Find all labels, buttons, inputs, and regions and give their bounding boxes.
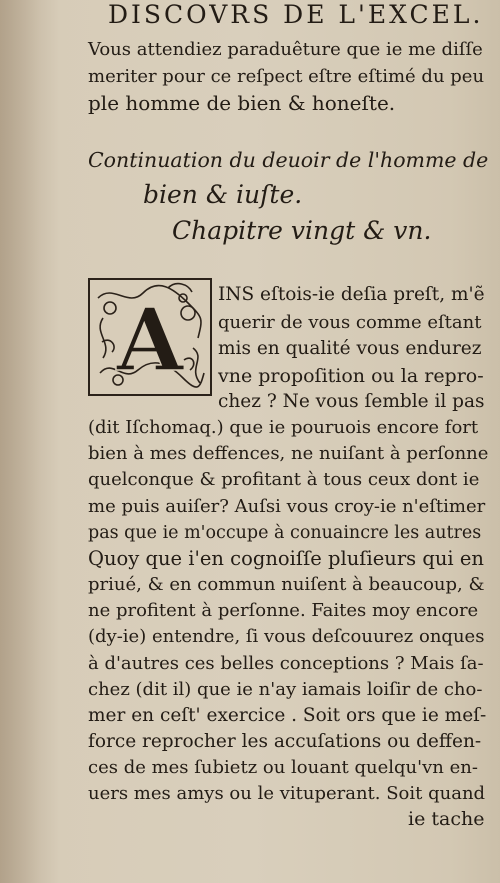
text-line-12: priué, & en commun nuiſent à beaucoup, &: [88, 574, 485, 595]
decorated-initial: [88, 278, 212, 396]
text-line-1: INS eſtois-ie deſia preſt, m'ẽ: [218, 284, 485, 305]
text-line-13: ne profitent à perſonne. Faites moy encore: [88, 600, 479, 621]
section-title-line-1: Continuation du deuoir de l'homme de: [88, 148, 489, 172]
text-line-11: Quoy que i'en cognoiſſe pluſieurs qui en: [88, 547, 484, 570]
text-line-14: (dy-ie) entendre, ſi vous deſcouurez onques: [88, 626, 485, 647]
text-line-6: (dit Iſchomaq.) que ie pouruois encore fort: [88, 417, 479, 438]
text-line-20: uers mes amys ou le vituperant. Soit quand: [88, 783, 486, 804]
text-line-5: chez ? Ne vous ſemble il pas: [218, 391, 485, 412]
text-line-17: mer en ceſt' exercice . Soit ors que ie meſ-: [88, 705, 487, 726]
text-line-15: à d'autres ces belles conceptions ? Mais ſa-: [88, 653, 484, 674]
binding-shadow: [0, 0, 60, 883]
dropcap-letter: A: [116, 290, 184, 391]
text-line-18: force reprocher les accuſations ou deffen-: [88, 731, 482, 752]
text-line-4: vne propoſition ou la repro-: [218, 365, 484, 387]
text-line-9: me puis auiſer? Auſsi vous croy-ie n'eſtimer: [88, 496, 486, 517]
chapter-heading: Chapitre vingt & vn.: [172, 216, 432, 245]
text-line-2: querir de vous comme eſtant: [218, 312, 482, 333]
opening-line-2: meriter pour ce reſpect eſtre eſtimé du peu: [88, 66, 485, 87]
text-line-16: chez (dit il) que ie n'ay iamais loiſir de cho-: [88, 679, 483, 700]
text-line-7: bien à mes deffences, ne nuiſant à perſonne: [88, 443, 489, 464]
text-line-10: pas que ie m'occupe à conuaincre les autres: [88, 523, 482, 543]
opening-line-3: ple homme de bien & honeſte.: [88, 91, 396, 115]
text-line-19: ces de mes ſubietz ou louant quelqu'vn en-: [88, 757, 478, 778]
catchword: ie tache: [408, 808, 485, 830]
ornament-icon: [88, 278, 212, 396]
running-header: DISCOVRS DE L'EXCEL.: [108, 0, 484, 29]
opening-line-1: Vous attendiez paraduêture que ie me diſſe: [88, 39, 483, 60]
text-line-3: mis en qualité vous endurez: [218, 338, 482, 359]
text-line-8: quelconque & profitant à tous ceux dont ie: [88, 469, 480, 490]
section-title-line-2: bien & iuſte.: [143, 180, 303, 209]
